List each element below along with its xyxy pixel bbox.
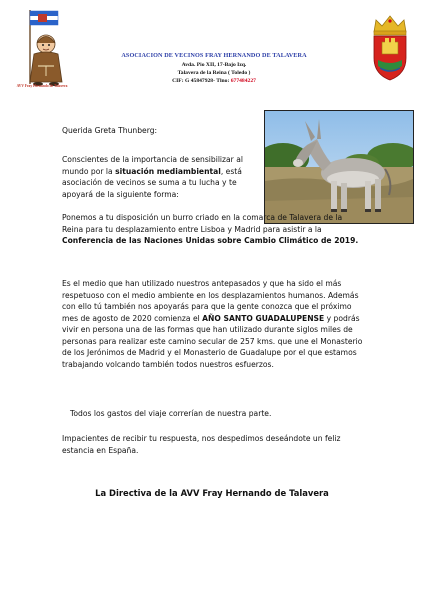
salutation: Querida Greta Thunberg:	[62, 126, 158, 135]
coat-of-arms-icon	[368, 14, 412, 84]
friar-with-flag-logo	[16, 8, 70, 88]
city-line: Talavera de la Reina ( Toledo )	[177, 70, 251, 76]
p3-text: Es el medio que han utilizado nuestros antepasados y que ha sido el más respetuoso con el medio ambiente en los desplazamientos humanos. Además con ello tú también nos apoyarás para que la gente conozca que el próximo mes de agosto de 2020 comienza el	[62, 279, 359, 323]
left-logo-caption: AVV Fray Hernando de Talavera	[16, 84, 68, 88]
p2-text: Ponemos a tu disposición un burro criado en la comarca de Talavera de la Reina para tu desplazamiento entre Lisboa y Madrid para asistir a la	[62, 213, 343, 234]
paragraph-3	[62, 278, 367, 370]
address-line: Avda. Pio XII, 17-Bajo Izq.	[181, 62, 247, 68]
cif-label: CIF: G 45847928- Tlno:	[172, 78, 230, 84]
signature: La Directiva de la AVV Fray Hernando de Talavera	[95, 488, 329, 498]
p1-text-end: , está asociación de vecinos se suma a tu lucha y te apoyará de la siguiente forma:	[62, 166, 242, 199]
paragraph-2	[62, 212, 362, 247]
contact-line	[110, 78, 318, 84]
paragraph-5: Impacientes de recibir tu respuesta, nos despedimos deseándote un feliz estancia en España.	[62, 434, 341, 455]
donkey-photo	[264, 110, 414, 224]
p3-bold: AÑO SANTO GUADALUPENSE	[202, 313, 325, 323]
p1-bold: situación mediambiental	[115, 166, 221, 176]
p3-text-end: y podrás vivir en persona una de las formas que han utilizado durante siglos miles de personas para realizar este camino secular de 257 kms. que une el Monasterio de los Jerónimos de Madrid y el Monasterio de Guadalupe por el que estamos trabajando volcando también todos nuestros esfuerzos.	[62, 313, 363, 369]
paragraph-1	[62, 154, 262, 200]
organization-name: ASOCIACION DE VECINOS FRAY HERNANDO DE TALAVERA	[121, 52, 307, 59]
paragraph-4: Todos los gastos del viaje correrían de nuestra parte.	[70, 409, 272, 418]
p2-bold: Conferencia de las Naciones Unidas sobre Cambio Climático de 2019.	[62, 236, 359, 245]
p1-text: Conscientes de la importancia de sensibilizar al mundo por la	[62, 155, 243, 176]
phone-number: 677484227	[230, 78, 256, 84]
